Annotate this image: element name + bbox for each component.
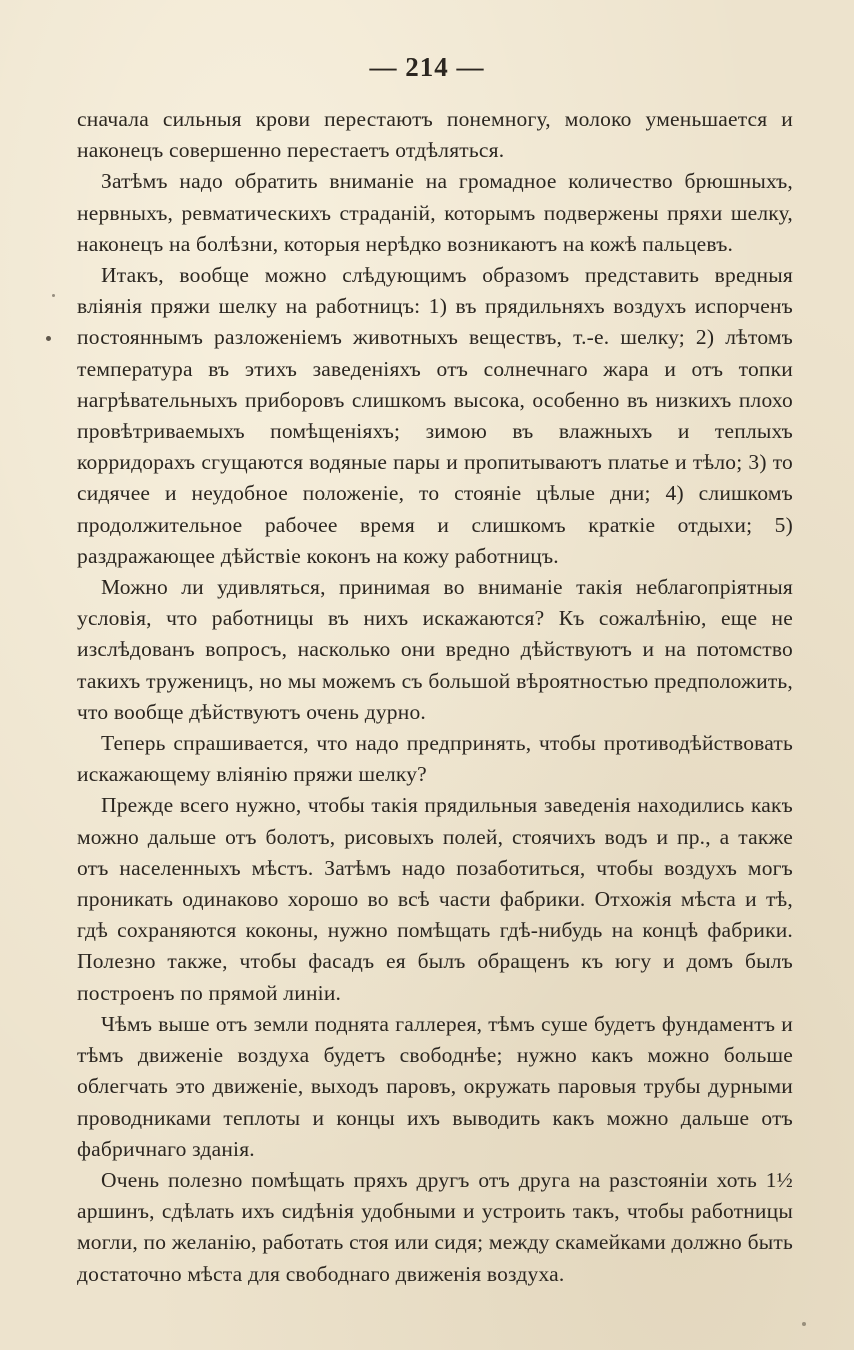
ink-speck bbox=[802, 1322, 806, 1326]
paragraph-continuation: сначала сильныя крови перестаютъ понемногу, молоко уменьшается и наконецъ совершенно перестаетъ отдѣляться. bbox=[77, 107, 793, 163]
paragraph-factory-location: Прежде всего нужно, чтобы такія прядильныя заведенія находились какъ можно дальше отъ болотъ, рисовыхъ полей, стоячихъ водъ и пр., а также отъ населенныхъ мѣстъ. Затѣмъ надо позаботиться, чтобы воздухъ могъ проникать одинаково хорошо во всѣ части фабрики. Отхожія мѣста и тѣ, гдѣ сохраняются коконы, нужно помѣщать гдѣ-нибудь на концѣ фабрики. Полезно также, чтобы фасадъ ея былъ обращенъ къ югу и домъ былъ построенъ по прямой линіи. bbox=[77, 793, 793, 1005]
paragraph-ailments: Затѣмъ надо обратить вниманіе на громадное количество брюшныхъ, нервныхъ, ревматическихъ страданій, которымъ подвержены пряхи шелку, наконецъ на болѣзни, которыя нерѣдко возникаютъ на кожѣ пальцевъ. bbox=[77, 169, 793, 256]
ink-speck bbox=[46, 336, 51, 341]
paragraph-conditions: Можно ли удивляться, принимая во вниманіе такія неблагопріятныя условія, что работницы въ нихъ искажаются? Къ сожалѣнію, еще не изслѣдованъ вопросъ, насколько они вредно дѣйствуютъ и на потомство такихъ труженицъ, но мы можемъ съ большой вѣроятностью предположить, что вообще дѣйствуютъ очень дурно. bbox=[77, 575, 793, 724]
body-text bbox=[77, 104, 793, 1290]
page-number: — 214 — bbox=[369, 52, 485, 82]
ink-speck bbox=[52, 294, 55, 297]
paragraph-harmful-influences: Итакъ, вообще можно слѣдующимъ образомъ представить вредныя вліянія пряжи шелку на работницъ: 1) въ прядильняхъ воздухъ испорченъ постояннымъ разложеніемъ животныхъ веществъ, т.-е. шелку; 2) лѣтомъ температура въ этихъ заведеніяхъ отъ солнечнаго жара и отъ топки нагрѣвательныхъ приборовъ слишкомъ высока, особенно въ низкихъ плохо провѣтриваемыхъ помѣщеніяхъ; зимою въ влажныхъ и теплыхъ корридорахъ сгущаются водяные пары и пропитываютъ платье и тѣло; 3) то сидячее и неудобное положеніе, то стояніе цѣлые дни; 4) слишкомъ продолжительное рабочее время и слишкомъ краткіе отдыхи; 5) раздражающее дѣйствіе коконъ на кожу работницъ. bbox=[77, 263, 793, 568]
paragraph-seating: Очень полезно помѣщать пряхъ другъ отъ друга на разстояніи хоть 1½ аршинъ, сдѣлать ихъ сидѣнія удобными и устроить такъ, чтобы работницы могли, по желанію, работать стоя или сидя; между скамейками должно быть достаточно мѣста для свободнаго движенія воздуха. bbox=[77, 1167, 793, 1286]
paragraph-question: Теперь спрашивается, что надо предпринять, чтобы противодѣйствовать искажающему вліянію пряжи шелку? bbox=[77, 731, 793, 787]
paragraph-gallery-ventilation: Чѣмъ выше отъ земли поднята галлерея, тѣмъ суше будетъ фундаментъ и тѣмъ движеніе воздуха будетъ свободнѣе; нужно какъ можно больше облегчать это движеніе, выходъ паровъ, окружать паровыя трубы дурными проводниками теплоты и концы ихъ выводить какъ можно дальше отъ фабричнаго зданія. bbox=[77, 1011, 793, 1161]
